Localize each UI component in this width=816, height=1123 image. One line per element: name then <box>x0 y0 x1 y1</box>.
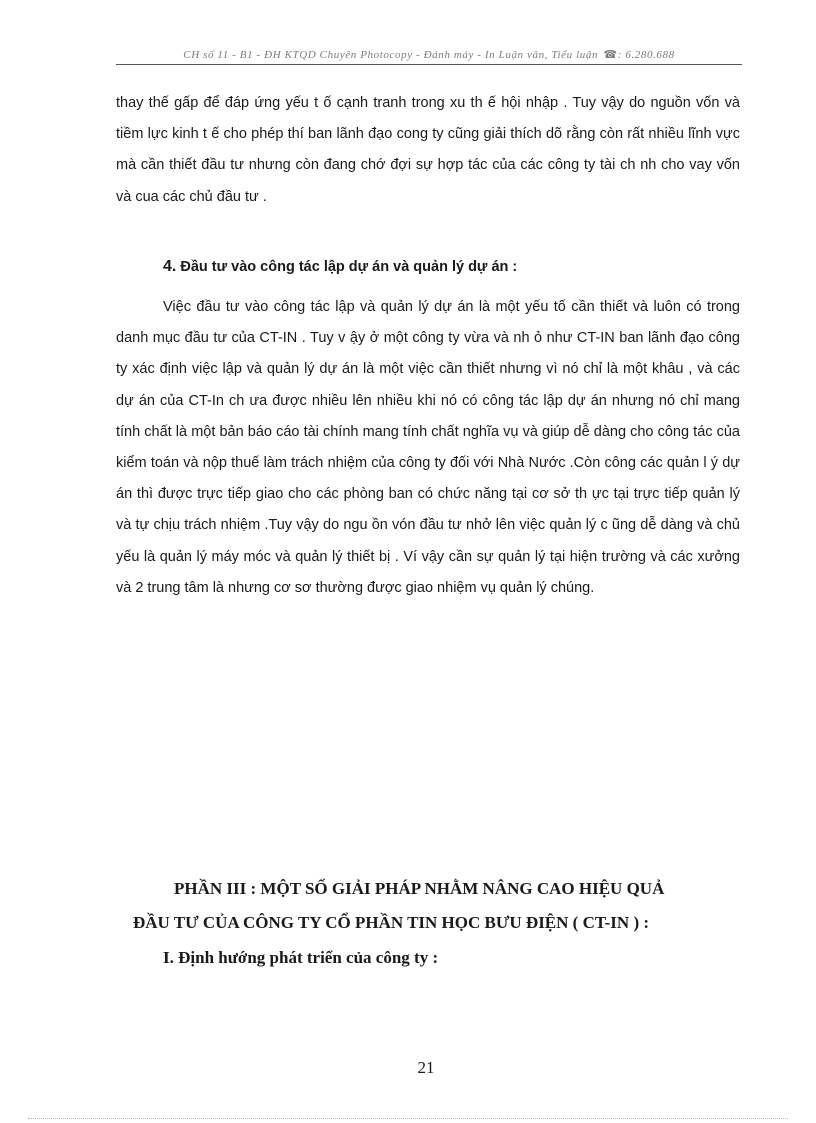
part-3-title-line-2: ĐẦU TƯ CỦA CÔNG TY CỔ PHẦN TIN HỌC BƯU ĐIỆN ( CT-IN ) : <box>133 913 650 932</box>
paragraph-continuation: thay thế gấp để đáp ứng yếu t ố cạnh tranh trong xu th ế hội nhập . Tuy vậy do nguồn vốn và tiềm lực kinh t ế cho phép thí ban lãnh đạo cong ty cũng giải thích dõ rằng còn rất nhiều lĩnh vực mà cần thiết đầu tư nhưng còn đang chớ đợi sự hợp tác của các công ty tài ch nh cho vay vốn và cua các chủ đầu tư . <box>116 95 740 205</box>
header-divider <box>116 64 742 65</box>
section-4-title: Đầu tư vào công tác lập dự án và quản lý dự án : <box>180 259 518 275</box>
section-4-heading <box>163 258 517 276</box>
section-4-body: Việc đầu tư vào công tác lập và quản lý dự án là một yếu tố cần thiết và luôn có trong danh mục đầu tư của CT-IN . Tuy v ậy ở một công ty vừa và nh ỏ như CT-IN ban lãnh đạo công ty xác định việc lập và quản lý dự án là một việc cần thiết nhưng vì nó chỉ là một khâu , và các dự án của CT-In ch ưa được nhiều lên nhiều khi nó có công tác lập dự án nhưng nó chỉ mang tính chất là một bản báo cáo tài chính mang tính chất nghĩa vụ và giúp dễ dàng cho công tác của kiểm toán và nộp thuế làm trách nhiệm của công ty đối với Nhà Nước .Còn công các quản l ý dự án thì được trực tiếp giao cho các phòng ban có chức năng tại cơ sở th ực tại trực tiếp quản lý và tự chịu trách nhiệm .Tuy vậy do ngu ồn vón đầu tư nhở lên việc quản lý c ũng dễ dàng và chủ yếu là quản lý máy móc và quản lý thiết bị . Ví vậy cần sự quản lý tại hiện trường và các xưởng và 2 trung tâm là nhưng cơ sơ thường được giao nhiệm vụ quản lý chúng. <box>116 299 740 596</box>
phone-icon: ☎ <box>603 49 618 61</box>
header-phone: : 6.280.688 <box>617 49 675 61</box>
section-4-number: 4. <box>163 258 177 275</box>
part-3-title-line-1: PHẦN III : MỘT SỐ GIẢI PHÁP NHẰM NÂNG CAO HIỆU QUẢ <box>174 879 665 898</box>
page-bottom-border <box>28 1118 788 1119</box>
section-i-heading: I. Định hướng phát triển của công ty : <box>163 948 439 967</box>
page-number: 21 <box>417 1058 435 1077</box>
part-3-title <box>116 872 740 940</box>
running-header <box>116 48 742 61</box>
header-text: CH số 11 - B1 - ĐH KTQD Chuyên Photocopy - Đánh máy - In Luận văn, Tiểu luận <box>183 49 599 61</box>
